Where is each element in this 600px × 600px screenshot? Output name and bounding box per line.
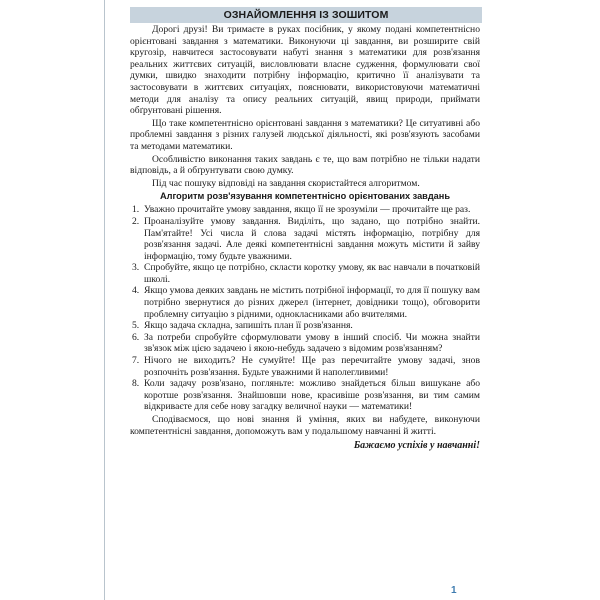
intro-paragraph-4: Під час пошуку відповіді на завдання скористайтеся алгоритмом. — [152, 177, 420, 189]
intro-paragraph-2: Що таке компетентнісно орієнтовані завдання з математики? Це ситуативні або проблемні завдання з різних галузей людської діяльності, які розв'язують засобами та методами математики. — [130, 117, 480, 152]
algorithm-title: Алгоритм розв'язування компетентнісно орієнтованих завдань — [160, 191, 450, 202]
closing-wish: Бажаємо успіхів у навчанні! — [353, 440, 480, 452]
closing-paragraph: Сподіваємося, що нові знання й уміння, яких ви набудете, виконуючи компетентнісні завдання, допоможуть вам у подальшому навчанні й житті. — [130, 414, 480, 437]
algorithm-step: 4. Якщо умова деяких завдань не містить потрібної інформації, то для її пошуку вам потрібно звернутися до різних джерел (інтернет, довідники тощо), обговорити проблемну ситуацію з рідними, однокласниками або вчителями. — [132, 285, 480, 320]
algorithm-step: 7. Нічого не виходить? Не сумуйте! Ще раз перечитайте умову задачі, знов розпочніть розв'язання. Будьте уважними й наполегливими! — [132, 355, 480, 378]
algorithm-step: 1. Уважно прочитайте умову завдання, якщо її не зрозуміли — прочитайте ще раз. — [132, 204, 471, 216]
intro-paragraph-1: Дорогі друзі! Ви тримаєте в руках посібник, у якому подані компетентнісно орієнтовані завдання з математики. Виконуючи ці завдання, ви розширите свій кругозір, навчитеся застосовувати набуті знання з математики для розв'язання реальних життєвих ситуацій, висловлювати власне судження, формулювати свої думки, швидко знаходити потрібну інформацію, критично її аналізувати та застосовувати в життєвих ситуаціях, пояснювати, використовуючи математичні методи для аналізу та опису реальних ситуацій, явищ природи, приймати обґрунтовані рішення. — [130, 24, 480, 117]
algorithm-steps — [130, 204, 480, 413]
algorithm-step: 6. За потреби спробуйте сформулювати умову в інший спосіб. Чи можна знайти зв'язок між цією задачею і якою-небудь задачею з відомим розв'язанням? — [132, 331, 480, 355]
page-title: ОЗНАЙОМЛЕННЯ ІЗ ЗОШИТОМ — [130, 7, 482, 23]
document-body — [130, 24, 480, 452]
algorithm-step: 5. Якщо задача складна, запишіть план її розв'язання. — [132, 320, 353, 332]
algorithm-step: 8. Коли задачу розв'язано, погляньте: можливо знайдеться більш вишукане або коротше розв'язання. Знайшовши нове, красивіше розв'язання, ви тим самим відкриваєте для себе нову загадку величної науки — математики! — [132, 378, 480, 413]
algorithm-step: 2. Проаналізуйте умову завдання. Виділіть, що задано, що потрібно знайти. Пам'ятайте! Усі числа й слова задачі містять інформацію, потрібну для розв'язання задачі. Але деякі компетентнісні завдання можуть містити й зайву інформацію, тому будьте уважними. — [132, 215, 480, 262]
page-edge-line — [104, 0, 105, 600]
page-number: 1 — [451, 585, 457, 596]
intro-paragraph-3: Особливістю виконання таких завдань є те, що вам потрібно не тільки надати відповідь, а й обґрунтувати свою думку. — [130, 153, 480, 177]
algorithm-step: 3. Спробуйте, якщо це потрібно, скласти коротку умову, як вас навчали в початковій школі. — [132, 262, 480, 285]
